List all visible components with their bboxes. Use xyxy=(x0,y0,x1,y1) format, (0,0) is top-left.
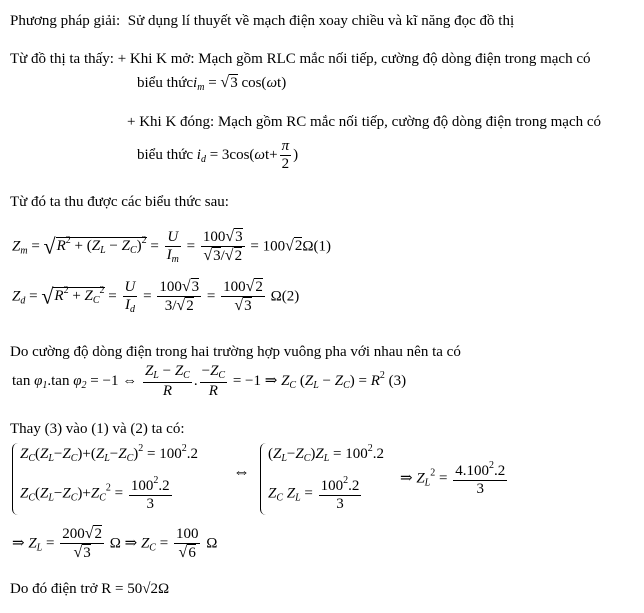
graph-intro-line xyxy=(10,50,591,68)
k-closed-line xyxy=(127,113,601,131)
brace-left xyxy=(12,443,19,515)
conclusion-prefix: Do đó điện trở R = xyxy=(10,581,128,597)
k-open-expr: biểu thứci$_m$ = √3 cos(ωt) xyxy=(137,74,287,93)
result-line: ⇒ $Z_L$ = $\frac{200√2}{√3}$ Ω ⇒ $Z_C$ = $\frac{100}{√6}$ Ω xyxy=(12,525,218,562)
phase-text: Do cường độ dòng điện trong hai trường hợp vuông pha với nhau nên ta có xyxy=(10,344,461,360)
brace-right xyxy=(260,443,267,515)
k-open-text: + Khi K mở: Mạch gồm RLC mắc nối tiếp, cường độ dòng điện trong mạch có xyxy=(117,51,591,67)
graph-intro: Từ đồ thị ta thấy: xyxy=(10,51,114,67)
method-text: Sử dụng lí thuyết về mạch điện xoay chiều và kĩ năng đọc đồ thị xyxy=(127,13,515,29)
zl-squared: ⇒ $Z_L^2$ = $\frac{4.100^2.2}{3}$ xyxy=(400,460,506,498)
substitute-text: Thay (3) vào (1) và (2) ta có: xyxy=(10,421,185,437)
k-closed-text: + Khi K đóng: Mạch gồm RC mắc nối tiếp, cường độ dòng điện trong mạch có xyxy=(127,114,602,130)
derive-intro: Từ đó ta thu được các biểu thức sau: xyxy=(10,194,229,210)
system-1-eq-b: $Z_C(Z_L-Z_C)+Z_C^2$ = $\frac{100^2.2}{3}$ xyxy=(20,475,170,513)
equiv-arrow: ⇔ xyxy=(233,462,250,481)
equation-1: $Z_m = √R^2 + (Z_L - Z_C)^2$ = $\frac{U}{I_m}$ = $\frac{100√3}{√3/√2}$ = 100√2Ω(1) xyxy=(12,228,331,265)
equation-2: $Z_d = √R^2 + Z_C^2$ = $\frac{U}{I_d}$ = $\frac{100√3}{3/√2}$ = $\frac{100√2}{√3}$ Ω(2) xyxy=(12,278,300,315)
system-1-eq-a: $Z_C(Z_L-Z_C)+(Z_L-Z_C)^2 = 100^2.2$ xyxy=(20,443,198,464)
method-line xyxy=(10,12,514,30)
method-label: Phương pháp giải: xyxy=(10,13,121,29)
k-closed-expr: biểu thức $i_d = 3\cos(\omega t+$ $\frac{\pi}{2}$ ) xyxy=(137,138,299,173)
conclusion xyxy=(10,580,169,598)
conclusion-value: 50√2Ω xyxy=(127,581,170,597)
system-2-eq-a: $(Z_L-Z_C)Z_L = 100^2.2$ xyxy=(268,443,385,464)
equation-3: $\tan \varphi_1.\tan$ $\varphi_2 = -1$ ⇔ $\frac{Z_L - Z_C}{R}$ . $\frac{-Z_C}{R}$ = −1 ⇒ $Z_C$ $(Z_L - Z_C) = R^2$ (3) xyxy=(12,363,407,399)
system-2-eq-b: $Z_C$ $Z_L$ = $\frac{100^2.2}{3}$ xyxy=(268,475,360,513)
